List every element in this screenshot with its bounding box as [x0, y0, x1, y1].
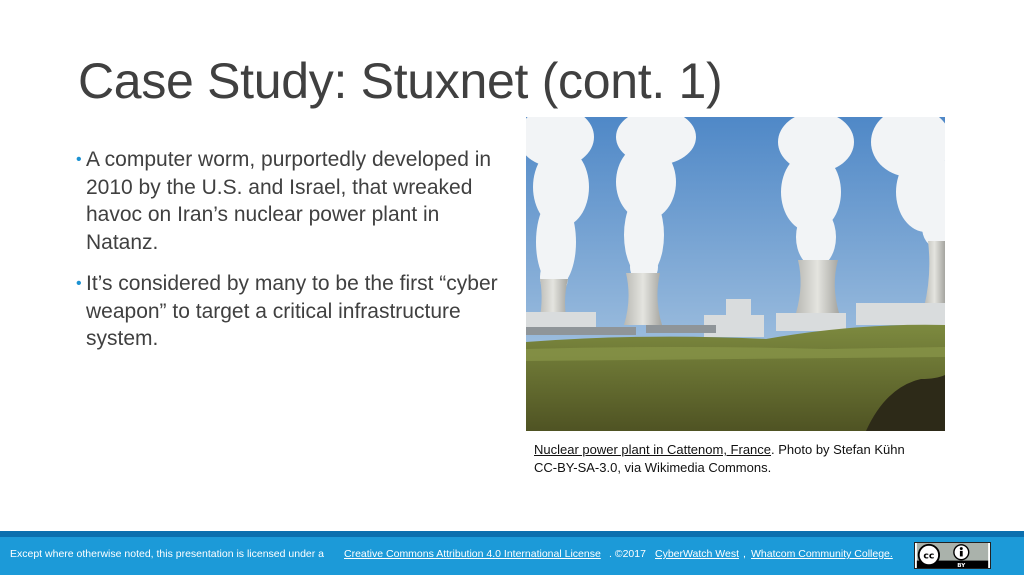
footer-org-link-whatcom[interactable]: Whatcom Community College. [751, 548, 893, 560]
slide-title: Case Study: Stuxnet (cont. 1) [78, 53, 723, 109]
caption-credit: . Photo by Stefan Kühn [771, 442, 905, 457]
bullet-marker: • [76, 151, 82, 168]
bullet-text: It’s considered by many to be the first “cyber weapon” to target a critical infrastructure system. [86, 272, 498, 350]
bullet-list [76, 146, 506, 367]
cc-by-badge[interactable] [914, 542, 991, 569]
footer-copyright: . ©2017 [609, 548, 646, 560]
footer [0, 537, 1024, 575]
footer-separator: , [743, 548, 746, 560]
caption-source-link[interactable]: Nuclear power plant in Cattenom, France [534, 442, 772, 457]
bullet-item [76, 270, 506, 353]
nuclear-plant-photo [526, 117, 945, 431]
bullet-item [76, 146, 506, 256]
photo-caption [534, 441, 954, 477]
footer-license-link[interactable]: Creative Commons Attribution 4.0 International License [344, 548, 601, 560]
cc-by-label: BY [957, 563, 966, 568]
bullet-text: A computer worm, purportedly developed in 2010 by the U.S. and Israel, that wreaked havoc on Iran’s nuclear power plant in Natanz. [86, 148, 492, 254]
bullet-marker: • [76, 275, 82, 292]
footer-org-link-cyberwatch[interactable]: CyberWatch West [655, 548, 740, 560]
footer-license-prefix: Except where otherwise noted, this presentation is licensed under a [10, 548, 325, 560]
cc-icon [919, 545, 939, 565]
caption-license: CC-BY-SA-3.0, via Wikimedia Commons. [534, 460, 772, 475]
by-person-icon [954, 545, 969, 560]
cc-badge-text: cc [923, 550, 935, 562]
